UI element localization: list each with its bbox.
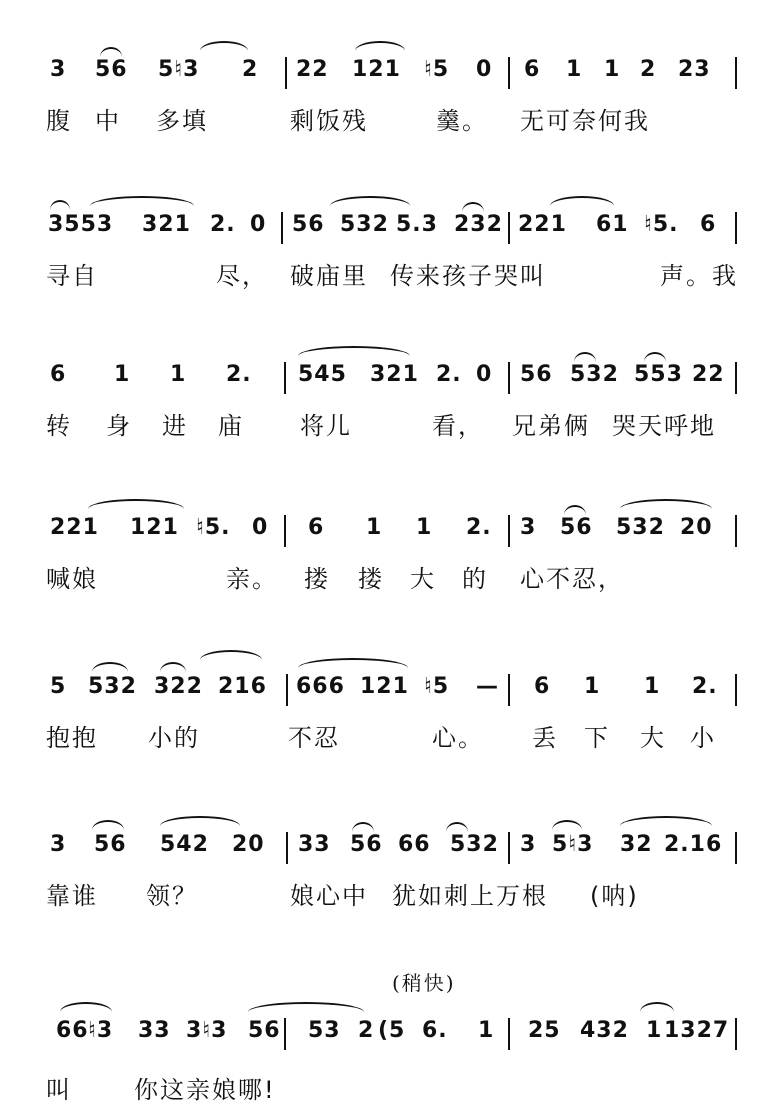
lyric: 无可奈何我 bbox=[520, 107, 650, 135]
note: 1 bbox=[478, 1018, 495, 1043]
note: 532 bbox=[450, 832, 499, 857]
note: 2 bbox=[242, 57, 259, 82]
slur-mark bbox=[60, 1002, 112, 1012]
note: 121 bbox=[130, 515, 179, 540]
note: 56 bbox=[560, 515, 593, 540]
notation-line bbox=[0, 360, 772, 400]
note: 5♮3 bbox=[158, 57, 200, 82]
note: 3 bbox=[50, 57, 67, 82]
note: 1 bbox=[604, 57, 621, 82]
note: 5 bbox=[50, 674, 67, 699]
lyric: 抱抱 bbox=[46, 724, 98, 752]
notation-line bbox=[0, 513, 772, 553]
note: 221 bbox=[50, 515, 99, 540]
lyric: 的 bbox=[462, 565, 488, 593]
note: 2. bbox=[466, 515, 492, 540]
note: 321 bbox=[370, 362, 419, 387]
note: 20 bbox=[680, 515, 713, 540]
note: 1327 bbox=[664, 1018, 730, 1043]
note: 56 bbox=[520, 362, 553, 387]
note: 3553 bbox=[48, 212, 114, 237]
barline bbox=[286, 832, 288, 864]
note: 0 bbox=[476, 362, 493, 387]
note: 1 bbox=[170, 362, 187, 387]
note: 1 bbox=[114, 362, 131, 387]
note: (5 bbox=[378, 1018, 406, 1043]
note: 0 bbox=[250, 212, 267, 237]
slur-mark bbox=[160, 816, 240, 826]
barline bbox=[281, 212, 283, 244]
lyric: 你这亲娘哪! bbox=[134, 1076, 276, 1104]
note: — bbox=[476, 674, 499, 699]
slur-mark bbox=[620, 499, 712, 509]
note: 321 bbox=[142, 212, 191, 237]
lyric: 大 bbox=[410, 565, 436, 593]
note: 2. bbox=[226, 362, 252, 387]
note: 56 bbox=[292, 212, 325, 237]
note: 53 bbox=[308, 1018, 341, 1043]
note: 22 bbox=[692, 362, 725, 387]
barline bbox=[735, 832, 737, 864]
slur-mark bbox=[92, 662, 128, 672]
notation-line bbox=[0, 1016, 772, 1056]
note: 3 bbox=[520, 515, 537, 540]
slur-mark bbox=[330, 196, 410, 206]
lyric: 腹 bbox=[46, 107, 72, 135]
note: 121 bbox=[360, 674, 409, 699]
note: 432 bbox=[580, 1018, 629, 1043]
lyric: 心。 bbox=[432, 724, 484, 752]
lyric: 搂 bbox=[304, 565, 330, 593]
barline bbox=[284, 1018, 286, 1050]
lyric: 小的 bbox=[148, 724, 200, 752]
lyric-line bbox=[0, 1074, 772, 1114]
lyric: 丢 bbox=[532, 724, 558, 752]
slur-mark bbox=[248, 1002, 364, 1012]
lyric-line bbox=[0, 105, 772, 145]
lyric: 看， bbox=[432, 412, 484, 440]
note: 22 bbox=[296, 57, 329, 82]
slur-mark bbox=[50, 200, 70, 210]
note: 25 bbox=[528, 1018, 561, 1043]
slur-mark bbox=[640, 1002, 674, 1012]
barline bbox=[508, 515, 510, 547]
note: 5.3 bbox=[396, 212, 438, 237]
note: 1 bbox=[584, 674, 601, 699]
barline bbox=[735, 212, 737, 244]
note: 3 bbox=[50, 832, 67, 857]
note: 532 bbox=[340, 212, 389, 237]
note: 6 bbox=[700, 212, 717, 237]
note: 1 bbox=[566, 57, 583, 82]
lyric: 剩饭残 bbox=[290, 107, 368, 135]
lyric: 将儿 bbox=[300, 412, 352, 440]
note: 666 bbox=[296, 674, 345, 699]
notation-line bbox=[0, 55, 772, 95]
note: 532 bbox=[88, 674, 137, 699]
note: 221 bbox=[518, 212, 567, 237]
note: 6 bbox=[50, 362, 67, 387]
notation-line bbox=[0, 830, 772, 870]
lyric-line bbox=[0, 880, 772, 920]
barline bbox=[286, 674, 288, 706]
note: 2. bbox=[692, 674, 718, 699]
note: 232 bbox=[454, 212, 503, 237]
lyric: (呐) bbox=[590, 882, 639, 910]
note: 532 bbox=[570, 362, 619, 387]
barline bbox=[508, 674, 510, 706]
lyric: 寻自 bbox=[46, 262, 98, 290]
note: ♮5. bbox=[196, 515, 231, 540]
lyric-line bbox=[0, 563, 772, 603]
note: 20 bbox=[232, 832, 265, 857]
barline bbox=[735, 1018, 737, 1050]
note: 542 bbox=[160, 832, 209, 857]
note: 1 bbox=[644, 674, 661, 699]
note: 121 bbox=[352, 57, 401, 82]
note: 0 bbox=[476, 57, 493, 82]
lyric: 声。我 bbox=[660, 262, 738, 290]
note: 6. bbox=[422, 1018, 448, 1043]
notation-line bbox=[0, 672, 772, 712]
note: ♮5 bbox=[424, 57, 450, 82]
lyric: 兄弟俩 bbox=[512, 412, 590, 440]
slur-mark bbox=[620, 816, 712, 826]
note: 1 bbox=[646, 1018, 663, 1043]
note: 545 bbox=[298, 362, 347, 387]
lyric-line bbox=[0, 722, 772, 762]
lyric: 转 bbox=[46, 412, 72, 440]
slur-mark bbox=[92, 820, 124, 830]
slur-mark bbox=[160, 662, 186, 672]
note: 3♮3 bbox=[186, 1018, 228, 1043]
tempo-mark: (稍快) bbox=[392, 971, 456, 995]
note: 56 bbox=[95, 57, 128, 82]
lyric: 身 bbox=[106, 412, 132, 440]
lyric: 心不忍， bbox=[520, 565, 624, 593]
note: 0 bbox=[252, 515, 269, 540]
note: ♮3 bbox=[88, 1018, 114, 1043]
note: 1 bbox=[416, 515, 433, 540]
note: 322 bbox=[154, 674, 203, 699]
lyric: 哭天呼地 bbox=[612, 412, 716, 440]
note: 56 bbox=[94, 832, 127, 857]
lyric: 领？ bbox=[146, 882, 198, 910]
lyric: 不忍 bbox=[288, 724, 340, 752]
note: 6 bbox=[534, 674, 551, 699]
note: 66 bbox=[56, 1018, 89, 1043]
note: 5♮3 bbox=[552, 832, 594, 857]
barline bbox=[508, 57, 510, 89]
note: 23 bbox=[678, 57, 711, 82]
note: 2. bbox=[436, 362, 462, 387]
lyric-line bbox=[0, 410, 772, 450]
lyric: 中 bbox=[95, 107, 121, 135]
slur-mark bbox=[298, 346, 410, 356]
barline bbox=[735, 57, 737, 89]
lyric: 亲。 bbox=[226, 565, 278, 593]
barline bbox=[508, 362, 510, 394]
barline bbox=[735, 515, 737, 547]
note: 56 bbox=[350, 832, 383, 857]
slur-mark bbox=[200, 650, 262, 660]
barline bbox=[508, 832, 510, 864]
slur-mark bbox=[355, 41, 405, 51]
note: 33 bbox=[298, 832, 331, 857]
note: 3 bbox=[520, 832, 537, 857]
slur-mark bbox=[88, 499, 184, 509]
note: ♮5 bbox=[424, 674, 450, 699]
lyric: 破庙里 bbox=[290, 262, 368, 290]
note: 6 bbox=[524, 57, 541, 82]
lyric: 犹如刺上万根 bbox=[392, 882, 548, 910]
lyric: 大 bbox=[640, 724, 666, 752]
barline bbox=[284, 362, 286, 394]
lyric: 进 bbox=[162, 412, 188, 440]
note: 216 bbox=[218, 674, 267, 699]
lyric: 娘心中 bbox=[290, 882, 368, 910]
note: ♮5. bbox=[644, 212, 679, 237]
slur-mark bbox=[90, 196, 194, 206]
lyric: 羹。 bbox=[436, 107, 488, 135]
barline bbox=[735, 674, 737, 706]
note: 56 bbox=[248, 1018, 281, 1043]
lyric: 庙 bbox=[218, 412, 244, 440]
lyric: 搂 bbox=[358, 565, 384, 593]
slur-mark bbox=[552, 820, 582, 830]
lyric: 小 bbox=[690, 724, 716, 752]
note: 553 bbox=[634, 362, 683, 387]
lyric: 传来孩子哭叫 bbox=[390, 262, 546, 290]
slur-mark bbox=[550, 196, 614, 206]
slur-mark bbox=[298, 658, 408, 668]
note: 33 bbox=[138, 1018, 171, 1043]
barline bbox=[508, 212, 510, 244]
lyric: 靠谁 bbox=[46, 882, 98, 910]
note: 61 bbox=[596, 212, 629, 237]
note: 2 bbox=[358, 1018, 375, 1043]
barline bbox=[284, 515, 286, 547]
lyric: 尽， bbox=[216, 262, 268, 290]
note: 532 bbox=[616, 515, 665, 540]
note: 2. bbox=[210, 212, 236, 237]
note: 6 bbox=[308, 515, 325, 540]
barline bbox=[508, 1018, 510, 1050]
barline bbox=[735, 362, 737, 394]
lyric: 下 bbox=[584, 724, 610, 752]
lyric: 多填 bbox=[156, 107, 208, 135]
note: 1 bbox=[366, 515, 383, 540]
note: 2.16 bbox=[664, 832, 723, 857]
notation-line bbox=[0, 210, 772, 250]
slur-mark bbox=[200, 41, 248, 51]
note: 32 bbox=[620, 832, 653, 857]
lyric: 喊娘 bbox=[46, 565, 98, 593]
barline bbox=[285, 57, 287, 89]
lyric-line bbox=[0, 260, 772, 300]
note: 66 bbox=[398, 832, 431, 857]
lyric: 叫 bbox=[46, 1076, 72, 1104]
note: 2 bbox=[640, 57, 657, 82]
